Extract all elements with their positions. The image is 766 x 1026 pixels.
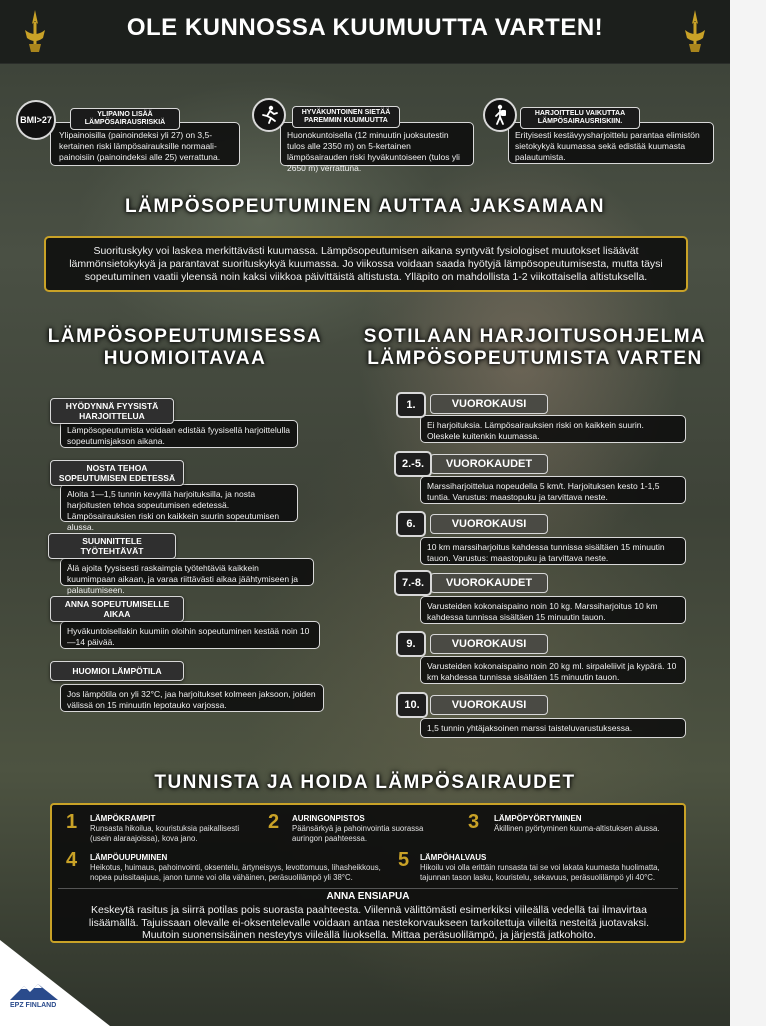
day-label: VUOROKAUDET	[430, 573, 548, 593]
day-number: 1.	[396, 392, 426, 418]
page-title: OLE KUNNOSSA KUUMUUTTA VARTEN!	[126, 14, 604, 41]
header-bar	[0, 0, 730, 64]
day-text: Varusteiden kokonaispaino noin 10 kg. Marssiharjoitus 10 km kahdessa tunnissa sisältäen 15 minuutin tauon.	[420, 596, 686, 624]
tip-text: Aloita 1—1,5 tunnin kevyillä harjoituksilla, ja nosta harjoitusten tehoa sopeutumisen edetessä. Lämpösairauksien riski on kaikkein suurin sopeutumisen alussa.	[60, 484, 298, 522]
illness-description: Äkillinen pyörtyminen kuuma-altistuksen alussa.	[494, 824, 660, 833]
day-text: Ei harjoituksia. Lämpösairauksien riski on kaikkein suurin. Oleskele kuitenkin kuumassa.	[420, 415, 686, 443]
illness-description: Päänsärkyä ja pahoinvointia suorassa auringon paahteessa.	[292, 824, 424, 843]
army-emblem-icon	[20, 8, 50, 54]
tip-title: SUUNNITTELE TYÖTEHTÄVÄT	[48, 533, 176, 559]
day-label: VUOROKAUDET	[430, 454, 548, 474]
tip-text: Lämpösopeutumista voidaan edistää fyysisellä harjoittelulla sopeutumisjakson aikana.	[60, 420, 298, 448]
program-title	[350, 326, 720, 370]
illness-title: LÄMPÖHALVAUS	[420, 853, 487, 862]
program-title-line2: LÄMPÖSOPEUTUMISTA VARTEN	[367, 348, 703, 369]
army-emblem-icon	[680, 8, 710, 54]
right-margin	[730, 0, 766, 1026]
illness-number: 3	[468, 811, 480, 833]
tips-title-line1: LÄMPÖSOPEUTUMISESSA	[47, 326, 323, 347]
illness-description: Heikotus, huimaus, pahoinvointi, oksentelu, ärtyneisyys, levottomuus, lihasheikkous, nopea pulssitaajuus, janon tunne voi olla vähäinen, peräsuolilämpö yli 38°C.	[90, 863, 381, 882]
day-label: VUOROKAUSI	[430, 634, 548, 654]
illness-description: Hikoilu voi olla erittäin runsasta tai se voi lakata kuumasta huolimatta, tajunnan tason lasku, kouristelu, sekavuus, peräsuolilämpö yli 40°C.	[420, 863, 660, 882]
hiker-icon	[483, 98, 517, 132]
info-box-label: HYVÄKUNTOINEN SIETÄÄ PAREMMIN KUUMUUTTA	[292, 106, 400, 128]
first-aid-text: Keskeytä rasitus ja siirrä potilas pois suorasta paahteesta. Viilennä välittömästi esimerkiksi viileällä vedellä tai ilmavirtaa lisäämällä. Tajuissaan olevalle ei-oksentelevalle voidaan antaa nestekorvaukseen tarkoitettuja viileitä nesteitä juotavaksi. Muutoin suonensisäinen nesteytys viileällä liuoksella. Mittaa peräsuolilämpö, ja järjestä jatkohoito.	[88, 904, 650, 941]
illnesses-title: TUNNISTA JA HOIDA LÄMPÖSAIRAUDET	[154, 772, 576, 793]
day-label: VUOROKAUSI	[430, 394, 548, 414]
day-number: 9.	[396, 631, 426, 657]
acclimatization-title: LÄMPÖSOPEUTUMINEN AUTTAA JAKSAMAAN	[125, 196, 605, 217]
illness-number: 5	[398, 849, 410, 871]
illness-title: LÄMPÖKRAMPIT	[90, 814, 156, 823]
runner-icon	[252, 98, 286, 132]
first-aid-title: ANNA ENSIAPUA	[326, 891, 410, 902]
tip-text: Älä ajoita fyysisesti raskaimpia työtehtäviä kaikkein kuumimpaan aikaan, ja varaa riittävästi aikaa jäähtymiseen ja palautumiseen.	[60, 558, 314, 586]
acclimatization-text: Suorituskyky voi laskea merkittävästi kuumassa. Lämpösopeutumisen aikana syntyvät fysiologiset muutokset lisäävät lämmönsietokykyä ja parantavat suorituskykyä kuumassa. Jo viikossa voidaan saada hyötyjä lämpösopeutumisesta, mutta täysi sopeutuminen vaatii yleensä noin kaksi viikkoa päivittäistä altistusta. Ylläpito on mahdollista 1-2 viikottaisella altistuksella.	[44, 236, 688, 292]
illness-title: LÄMPÖPYÖRTYMINEN	[494, 814, 582, 823]
tip-title: ANNA SOPEUTUMISELLE AIKAA	[50, 596, 184, 622]
info-box-text: Huonokuntoisella (12 minuutin juoksutestin tulos alle 2350 m) on 5-kertainen lämpösairauden riski hyväkuntoiseen (tulos yli 2650 m) verrattuna.	[280, 122, 474, 166]
tip-title: NOSTA TEHOA SOPEUTUMISEN EDETESSÄ	[50, 460, 184, 486]
bmi-icon: BMI>27	[16, 100, 56, 140]
illness-number: 4	[66, 849, 78, 871]
day-text: Marssiharjoittelua nopeudella 5 km/t. Harjoituksen kesto 1-1,5 tuntia. Varustus: maastopuku ja tarvittava neste.	[420, 476, 686, 504]
tip-title: HYÖDYNNÄ FYYSISTÄ HARJOITTELUA	[50, 398, 174, 424]
day-number: 10.	[396, 692, 428, 718]
day-label: VUOROKAUSI	[430, 695, 548, 715]
mountain-logo-icon	[10, 982, 58, 1000]
illness-number: 1	[66, 811, 78, 833]
program-title-line1: SOTILAAN HARJOITUSOHJELMA	[363, 326, 707, 347]
illness-title: LÄMPÖUUPUMINEN	[90, 853, 168, 862]
illness-title: AURINGONPISTOS	[292, 814, 365, 823]
footer-logo-text: EPZ FINLAND	[10, 1002, 57, 1009]
day-text: 10 km marssiharjoitus kahdessa tunnissa sisältäen 15 minuutin tauon. Varustus: maastopuku ja tarvittava neste.	[420, 537, 686, 565]
day-number: 7.-8.	[394, 570, 432, 596]
info-box-label: HARJOITTELU VAIKUTTAA LÄMPÖSAIRAUSRISKIIN.	[520, 107, 640, 129]
info-box-text: Erityisesti kestävyysharjoittelu parantaa elimistön sietokykyä kuumassa sekä edistää kuumasta palautumista.	[508, 122, 714, 164]
day-number: 6.	[396, 511, 426, 537]
info-box-label: YLIPAINO LISÄÄ LÄMPÖSAIRAUSRISKIÄ	[70, 108, 180, 130]
illness-description: Runsasta hikoilua, kouristuksia paikallisesti (usein alaraajoissa), kova jano.	[90, 824, 240, 843]
day-number: 2.-5.	[394, 451, 432, 477]
info-box-text: Ylipainoisilla (painoindeksi yli 27) on 3,5-kertainen riski lämpösairauksille normaali-painoisiin (painoindeksi alle 25) verrattuna.	[50, 122, 240, 166]
day-text: Varusteiden kokonaispaino noin 20 kg ml. sirpaleliivit ja kypärä. 10 km kahdessa tunnissa sisältäen 15 minuutin tauon.	[420, 656, 686, 684]
tip-text: Hyväkuntoisellakin kuumiin oloihin sopeutuminen kestää noin 10—14 päivää.	[60, 621, 320, 649]
tips-title	[30, 326, 340, 370]
illnesses-box	[50, 803, 686, 943]
tips-title-line2: HUOMIOITAVAA	[103, 348, 267, 369]
divider	[58, 888, 678, 889]
illness-number: 2	[268, 811, 280, 833]
tip-title: HUOMIOI LÄMPÖTILA	[50, 661, 184, 681]
tip-text: Jos lämpötila on yli 32°C, jaa harjoitukset kolmeen jaksoon, joiden välissä on 15 minuutin lepotauko varjossa.	[60, 684, 324, 712]
day-label: VUOROKAUSI	[430, 514, 548, 534]
footer-logo	[0, 940, 110, 1026]
day-text: 1,5 tunnin yhtäjaksoinen marssi taisteluvarustuksessa.	[420, 718, 686, 738]
